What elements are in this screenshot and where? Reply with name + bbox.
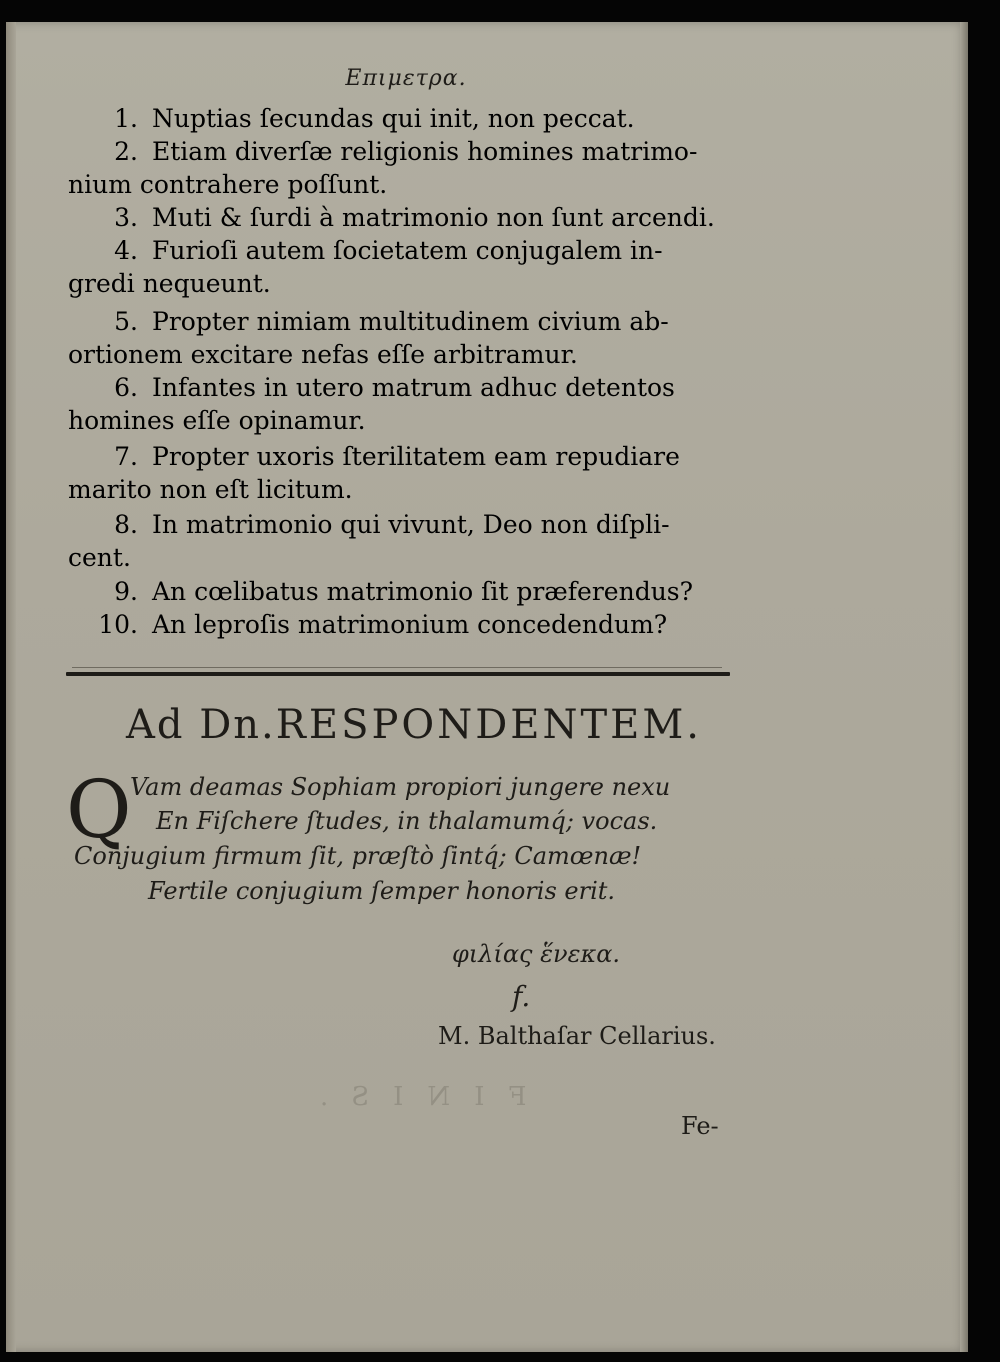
page-edge-shadow: [960, 22, 968, 1352]
thesis-5: [68, 305, 728, 338]
show-through-text: FINIS.: [296, 1082, 527, 1112]
author-signature: M. Balthaſar Cellarius.: [438, 1022, 716, 1050]
section-divider-rule: [66, 672, 730, 676]
thesis-number: 10.: [98, 610, 138, 639]
thesis-7: [68, 440, 728, 473]
thesis-number: 6.: [114, 373, 138, 402]
thesis-text: In matrimonio qui vivunt, Deo non diſpli-: [152, 510, 670, 539]
document-page: [6, 22, 968, 1352]
thesis-text: An leproſis matrimonium concedendum?: [152, 610, 668, 639]
dedication-heading-caps: RESPONDENTEM.: [275, 702, 703, 748]
thesis-text: Propter uxoris ſterilitatem eam repudiare: [152, 442, 680, 471]
thesis-2-continuation: nium contrahere poſſunt.: [68, 170, 388, 199]
thesis-text: Infantes in utero matrum adhuc detentos: [152, 373, 675, 402]
greek-signature: φιλίας ἕνεκα.: [452, 940, 621, 968]
signature-f-mark: f.: [512, 980, 531, 1013]
thesis-3: [68, 201, 728, 234]
thesis-number: 5.: [114, 307, 138, 336]
thesis-10: [68, 608, 728, 641]
dedication-heading-prefix: Ad Dn.: [126, 702, 276, 748]
verse-line-4: Fertile conjugium ſemper honoris erit.: [148, 877, 616, 905]
verse-line-2: En Fiſchere ſtudes, in thalamumq́; vocas.: [156, 807, 658, 835]
thesis-number: 9.: [114, 577, 138, 606]
thesis-number: 8.: [114, 510, 138, 539]
thesis-7-continuation: marito non eſt licitum.: [68, 475, 353, 504]
thesis-text: Furioſi autem ſocietatem conjugalem in-: [152, 236, 663, 265]
section-divider-thin: [72, 667, 722, 668]
thesis-text: Muti & ſurdi à matrimonio non ſunt arcendi.: [152, 203, 715, 232]
page-spine-shadow: [6, 22, 16, 1352]
thesis-number: 2.: [114, 137, 138, 166]
verse-dropcap: Q: [66, 763, 132, 856]
thesis-number: 1.: [114, 104, 138, 133]
thesis-4-continuation: gredi nequeunt.: [68, 269, 271, 298]
catchword: Fe-: [681, 1112, 719, 1140]
thesis-text: Propter nimiam multitudinem civium ab-: [152, 307, 669, 336]
thesis-number: 4.: [114, 236, 138, 265]
thesis-1: [68, 102, 728, 135]
thesis-number: 3.: [114, 203, 138, 232]
thesis-text: An cœlibatus matrimonio ſit præferendus?: [152, 577, 694, 606]
thesis-8-continuation: cent.: [68, 543, 131, 572]
thesis-4: [68, 234, 728, 267]
thesis-text: Nuptias ſecundas qui init, non peccat.: [152, 104, 635, 133]
dedication-heading: [126, 702, 702, 748]
thesis-6: [68, 371, 728, 404]
thesis-9: [68, 575, 728, 608]
thesis-5-continuation: ortionem excitare nefas eſſe arbitramur.: [68, 340, 578, 369]
thesis-number: 7.: [114, 442, 138, 471]
thesis-8: [68, 508, 728, 541]
thesis-2: [68, 135, 728, 168]
thesis-text: Etiam diverſæ religionis homines matrimo-: [152, 137, 698, 166]
thesis-6-continuation: homines eſſe opinamur.: [68, 406, 366, 435]
verse-line-3: Conjugium firmum ſit, præſtò ſintq́; Camœnæ!: [74, 842, 642, 870]
page-heading-greek: Επιμετρα.: [345, 66, 467, 91]
verse-line-1: Vam deamas Sophiam propiori jungere nexu: [130, 773, 671, 801]
